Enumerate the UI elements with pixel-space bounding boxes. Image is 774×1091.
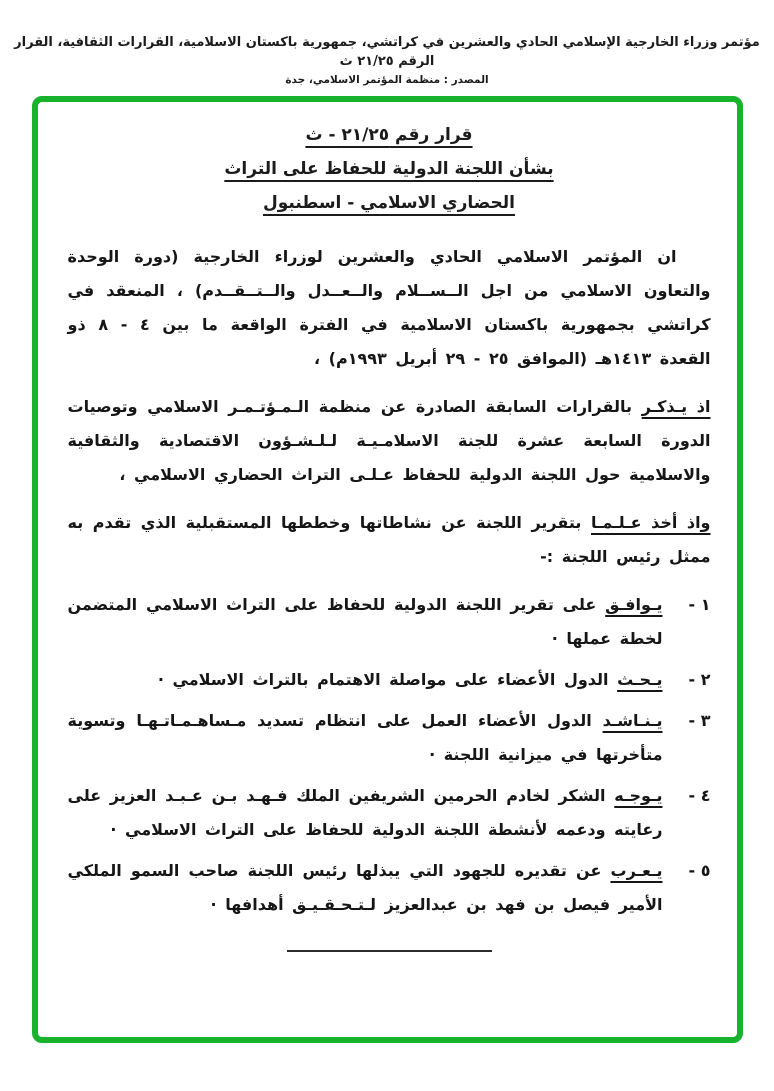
end-rule xyxy=(287,950,492,952)
paragraph xyxy=(68,390,711,492)
resolution-item xyxy=(68,779,711,847)
resolution-subject-text-2: الحضاري الاسلامي - اسطنبول xyxy=(262,193,515,213)
resolution-item xyxy=(68,704,711,772)
resolution-subject-title xyxy=(68,152,711,186)
paragraph-lead-word: اذ يـذكـر xyxy=(641,397,711,416)
item-body xyxy=(68,588,663,656)
resolution-subject-text: بشأن اللجنة الدولية للحفاظ على التراث xyxy=(224,159,554,179)
resolution-item xyxy=(68,854,711,922)
paragraph-lead-word: واذ أخذ عـلـمـا xyxy=(590,513,711,532)
item-text: الشكر لخادم الحرمين الشريفين الملك فـهـد بـن عـبـد العزيز على رعايته ودعمه لأنشطة اللجنة الدولية للحفاظ على التراث الاسلامي · xyxy=(67,786,663,839)
item-body xyxy=(68,854,663,922)
document-frame xyxy=(32,96,743,1043)
resolution-item xyxy=(68,588,711,656)
item-text: عن تقديره للجهود التي يبذلها رئيس اللجنة صاحب السمو الملكي الأمير فيصل بن فهد بن عبدالعزيز لـتـحـقـيـق أهدافها · xyxy=(67,861,663,914)
item-lead-word: يـوافـق xyxy=(605,595,663,614)
resolution-item xyxy=(68,663,711,697)
resolution-number-text: قرار رقم ٢١/٢٥ - ث xyxy=(305,125,473,145)
item-lead-word: يـعـرب xyxy=(610,861,663,880)
item-lead-word: يـنـاشـد xyxy=(602,711,663,730)
item-number: ١ - xyxy=(688,595,711,614)
item-lead-word: يـحـث xyxy=(617,670,663,689)
item-number: ٥ - xyxy=(688,861,711,880)
resolution-title-block xyxy=(68,118,711,220)
item-number: ٢ - xyxy=(688,670,711,689)
resolution-subject-title-2 xyxy=(68,186,711,220)
paragraph-text: بتقرير اللجنة عن نشاطاتها وخططها المستقبلية الذي تقدم به ممثل رئيس اللجنة :- xyxy=(67,513,711,566)
item-body xyxy=(68,779,663,847)
resolution-body xyxy=(68,240,711,952)
item-text: الدول الأعضاء العمل على انتظام تسديد مـساهـمـاتـهـا وتسوية متأخرتها في ميزانية اللجنة · xyxy=(67,711,663,764)
paragraph xyxy=(68,240,711,376)
source-header-line1: مؤتمر وزراء الخارجية الإسلامي الحادي والعشرين في كراتشي، جمهورية باكستان الاسلامية، القرارات الثقافية، القرار الرقم ٢١/٢٥ ث xyxy=(14,35,760,69)
resolution-items xyxy=(68,588,711,922)
item-body xyxy=(68,663,663,697)
source-header xyxy=(0,0,774,86)
item-number: ٤ - xyxy=(688,786,711,805)
item-body xyxy=(68,704,663,772)
item-lead-word: يـوجـه xyxy=(614,786,663,805)
source-header-line2: المصدر : منظمة المؤتمر الاسلامي، جدة xyxy=(285,74,489,86)
item-text: الدول الأعضاء على مواصلة الاهتمام بالتراث الاسلامي · xyxy=(157,670,618,689)
paragraph-text: بالقرارات السابقة الصادرة عن منظمة الـمـؤتـمـر الاسلامي وتوصيات الدورة السابعة عشرة للجنة الاسلامـيـة لـلـشـؤون الاقتصادية والثقافية والاسلامية حول اللجنة الدولية للحفاظ عـلـى التراث الحضاري الاسلامي ، xyxy=(67,397,711,484)
resolution-number-title xyxy=(68,118,711,152)
paragraph xyxy=(68,506,711,574)
paragraph-text: ان المؤتمر الاسلامي الحادي والعشرين لوزراء الخارجية (دورة الوحدة والتعاون الاسلامي من اجل الــســلام والــعــدل والــتــقــدم) ، المنعقد في كراتشي بجمهورية باكستان الاسلامية في الفترة الواقعة ما بين ٤ - ٨ ذو القعدة ١٤١٣هـ (الموافق ٢٥ - ٢٩ أبريل ١٩٩٣م) ، xyxy=(67,247,711,368)
item-text: على تقرير اللجنة الدولية للحفاظ على التراث الاسلامي المتضمن لخطة عملها · xyxy=(67,595,663,648)
item-number: ٣ - xyxy=(688,711,711,730)
preamble-paragraphs xyxy=(68,240,711,574)
